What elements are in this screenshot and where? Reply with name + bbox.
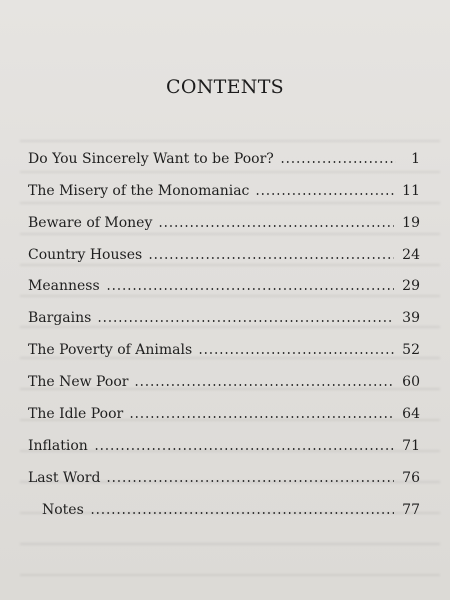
toc-entry-page: 64 — [402, 406, 420, 423]
toc-entry-label: Notes — [42, 501, 84, 518]
toc-entry — [28, 359, 420, 391]
toc-entry-label: The Poverty of Animals — [28, 342, 193, 359]
dot-leader — [255, 193, 394, 195]
toc-entry-page: 19 — [402, 214, 420, 231]
dot-leader — [90, 512, 394, 514]
dot-leader — [148, 257, 394, 259]
toc-entry-page: 77 — [402, 501, 420, 518]
contents-title: CONTENTS — [166, 76, 284, 98]
dot-leader — [106, 480, 394, 482]
dot-leader — [94, 448, 394, 450]
toc-entry-page: 71 — [402, 437, 420, 454]
toc-entry — [28, 264, 420, 296]
toc-entry-label: The Misery of the Monomaniac — [28, 182, 250, 199]
dot-leader — [134, 384, 394, 386]
toc-entry-page: 76 — [402, 469, 420, 486]
toc-entry — [28, 168, 420, 200]
dot-leader — [97, 320, 394, 322]
toc-entry-label: Do You Sincerely Want to be Poor? — [28, 150, 274, 167]
toc-entry-page: 24 — [402, 246, 420, 263]
toc-entry — [28, 455, 420, 487]
toc-entry-label: The Idle Poor — [28, 406, 124, 423]
toc-entry — [28, 136, 420, 168]
toc-entry-page: 1 — [411, 150, 420, 167]
toc-entry — [28, 295, 420, 327]
toc-entry — [28, 327, 420, 359]
table-of-contents — [28, 136, 420, 519]
toc-entry — [28, 391, 420, 423]
toc-entry-label: Last Word — [28, 469, 101, 486]
toc-entry-label: Meanness — [28, 278, 100, 295]
toc-entry-label: The New Poor — [28, 374, 129, 391]
toc-entry-page: 52 — [402, 342, 420, 359]
toc-entry-page: 60 — [402, 374, 420, 391]
toc-entry-page: 29 — [402, 278, 420, 295]
toc-entry-label: Beware of Money — [28, 214, 153, 231]
toc-entry — [28, 487, 420, 519]
toc-entry-label: Country Houses — [28, 246, 143, 263]
dot-leader — [106, 288, 395, 290]
toc-entry-label: Inflation — [28, 437, 88, 454]
toc-entry-page: 11 — [402, 182, 420, 199]
dot-leader — [280, 161, 396, 163]
dot-leader — [158, 225, 394, 227]
dot-leader — [198, 352, 394, 354]
dot-leader — [129, 416, 394, 418]
toc-entry-page: 39 — [402, 310, 420, 327]
toc-entry — [28, 200, 420, 232]
toc-entry — [28, 423, 420, 455]
toc-entry-label: Bargains — [28, 310, 92, 327]
toc-entry — [28, 232, 420, 264]
